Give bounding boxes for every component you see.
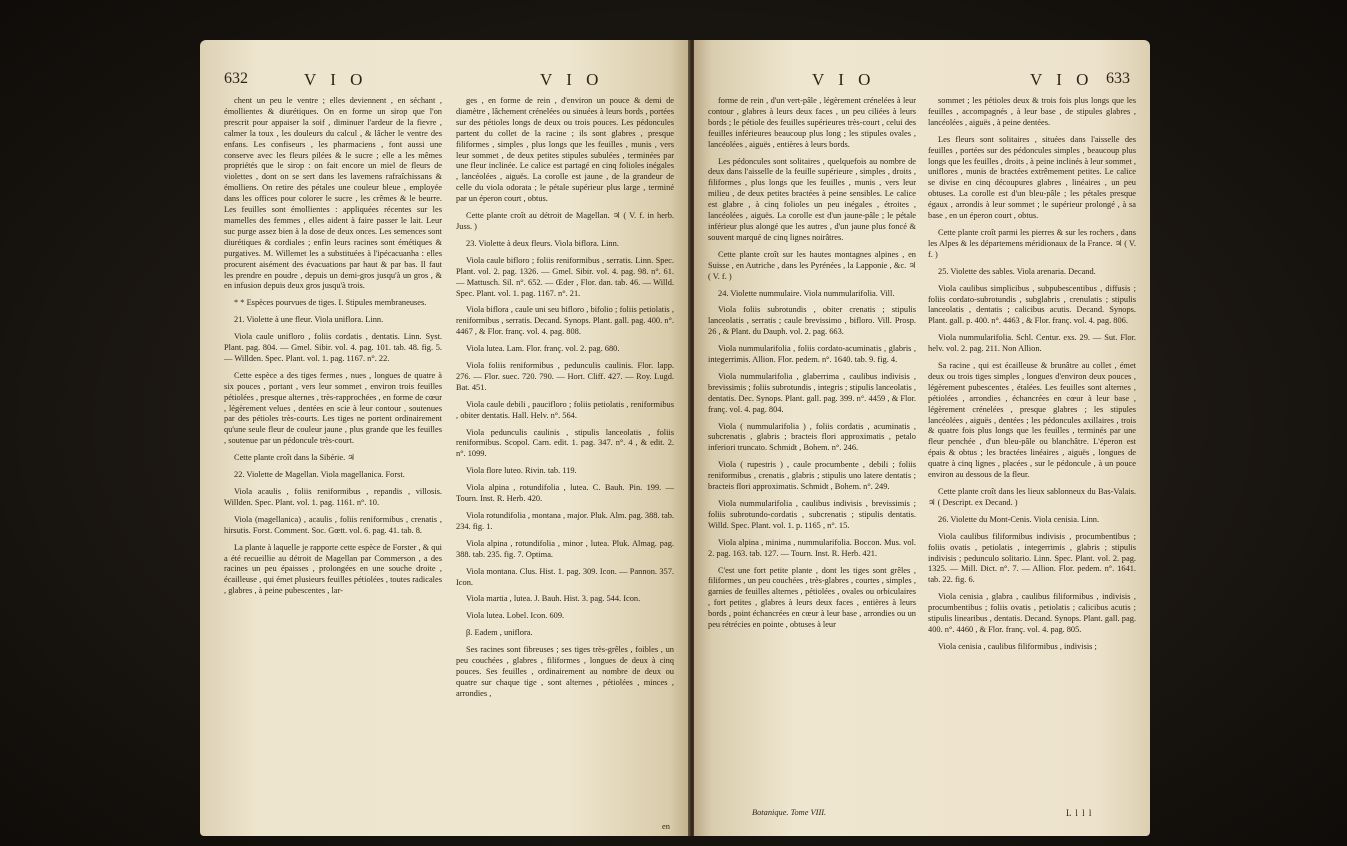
paragraph: Sa racine , qui est écailleuse & brunâtre au collet , émet deux ou trois tiges simples , longues d'environ deux pouces , légèrement pubescentes , étalées. Les feuilles sont alternes , pétiolées , arrondies , échancrées en cœur à leur base , légèrement crénelées , presque glabres ; les stipules lancéolées , aiguës , dentées ; les pédoncules axillaires , trois & quatre fois plus longs que les feuilles , terminés par une fleur penchée , d'un bleu-pâle ou blanchâtre. L'éperon est épais & obtus ; les bractées linéaires , aiguës , longues de quatre à cinq lignes , placées , sur le pédoncule , à un pouce environ au dessous de la fleur.: [928, 361, 1136, 480]
paragraph: chent un peu le ventre ; elles deviennent , en séchant , émollientes & diurétiques. On en forme un sirop que l'on prescrit pour appaiser la soif , diminuer l'ardeur de la fievre , calmer la toux , les douleurs du calcul , & lâcher le ventre des enfans. Les confiseurs , les pharmaciens , font aussi une conserve avec les fleurs pilées & le sucre ; elle a les mêmes propriétés que le sirop : on fait encore un miel de fleurs de violettes , dont on se sert dans les lavemens rafraîchissans & émolliens. On retire des pétales une couleur bleue , employée dans les offices pour colorer le sucre , les crêmes & le beurre. Les feuilles sont émollientes : appliquées récentes sur les mamelles des femmes , elles aident à faire passer le lait. Leur suc purge assez bien à la dose de deux onces. Les semences sont diurétiques & cordiales ; enfin leurs racines sont émétiques & purgatives. M. Willemet les a substituées à l'ipécacuanha : elles procurent aisément des évacuations par haut & par bas. Il faut les prendre en poudre , depuis un demi-gros jusqu'à un gros , & en infusion depuis deux gros jusqu'à trois.: [224, 96, 442, 291]
paragraph: Viola lutea. Lobel. Icon. 609.: [466, 611, 565, 621]
signature-mark: L l l l: [1066, 808, 1093, 818]
paragraph: Cette plante croît dans les lieux sablonneux du Bas-Valais. ♃ ( Descript. ex Decand. ): [928, 487, 1136, 507]
paragraph: Viola lutea. Lam. Flor. franç. vol. 2. pag. 680.: [466, 344, 620, 354]
paragraph: Ses racines sont fibreuses ; ses tiges très-grêles , foibles , un peu couchées , glabres , filiformes , longues de deux à cinq pouces. Ses feuilles , ordinairement au nombre de deux ou quatre sur chaque tige , sont alternes , pétiolées , minces , arrondies ,: [456, 645, 674, 698]
paragraph: Viola caule bifloro ; foliis reniformibus , serratis. Linn. Spec. Plant. vol. 2. pag. 1326. — Gmel. Sibir. vol. 4. pag. 98. n°. 61. — Mattusch. Sil. n°. 652. — Œder , Flor. dan. tab. 46. — Willd. Spec. Plant. vol. 1. pag. 1167. n°. 21.: [456, 255, 674, 298]
text-column: [224, 96, 442, 820]
paragraph: Viola acaulis , foliis reniformibus , repandis , villosis. Willden. Spec. Plant. vol. 1. pag. 1161. n°. 10.: [224, 487, 442, 507]
paragraph: Cette plante croît sur les hautes montagnes alpines , en Suisse , en Autriche , dans les Pyrénées , la Lapponie , &c. ♃ ( V. f. ): [708, 249, 916, 281]
paragraph: Viola caulibus filiformibus indivisis , procumbentibus ; foliis ovatis , petiolatis , integerrimis , glabris ; stipulis indivisis ; pedunculo solitario. Linn. Spec. Plant. vol. 2. pag. 1325. — Mill. Dict. n°. 7. — Allion. Flor. pedem. n°. 1641. tab. 22. fig. 6.: [928, 531, 1136, 585]
paragraph: 23. Violette à deux fleurs. Viola biflora. Linn.: [466, 238, 619, 248]
paragraph: * * Espèces pourvues de tiges. I. Stipules membraneuses.: [234, 298, 427, 308]
paragraph: Viola ( rupestris ) , caule procumbente , debili ; foliis reniformibus , crenatis , glabris ; stipulis uno latere dentatis ; bracteis flori approximatis. Schmidt , Bohem. n°. 249.: [708, 460, 916, 492]
paragraph: Viola nummularifolia , glaberrima , caulibus indivisis , brevissimis ; foliis subrotundis , integris ; stipulis lanceolatis , dentatis. Dec. Synops. Plant. gall. pag. 399. n°. 4459 , & Flor. franç. vol. 4. pag. 804.: [708, 371, 916, 414]
paragraph: Viola alpina , rotundifolia , lutea. C. Bauh. Pin. 199. — Tourn. Inst. R. Herb. 420.: [456, 483, 674, 504]
paragraph: Viola flore luteo. Rivin. tab. 119.: [466, 466, 577, 476]
running-header: V I O: [812, 70, 876, 89]
paragraph: Viola alpina , rotundifolia , minor , lutea. Pluk. Almag. pag. 388. tab. 235. fig. 7. Optima.: [456, 538, 674, 559]
paragraph: Viola caule debili , paucifloro ; foliis petiolatis , reniformibus , obiter dentatis. Hall. Helv. n°. 564.: [456, 399, 674, 420]
running-header: V I O: [540, 70, 604, 89]
paragraph: ges , en forme de rein , d'environ un pouce & demi de diamètre , lâchement crénelées ou sinuées à leurs bords , portées sur des pétioles longs de deux ou trois pouces. Les pédoncules partent du collet de la racine ; ils sont glabres , presque filiformes , simples , plus longs que les feuilles , munis , vers leur sommet , de deux petites stipules subulées , terminées par une fleur inclinée. Le calice est partagé en cinq folioles inégales , lancéolées , aiguës. La corolle est jaune , de la grandeur de celle du viola odorata ; le pétale supérieur plus large , terminé par un éperon court , obtus.: [456, 96, 674, 204]
paragraph: sommet ; les pétioles deux & trois fois plus longs que les feuilles , accompagnés , à leur base , de stipules glabres , lancéolées , aiguës , à peine dentées.: [928, 96, 1136, 127]
paragraph: Cette plante croît au détroit de Magellan. ♃ ( V. f. in herb. Juss. ): [456, 211, 674, 231]
paragraph: Viola cenisia , caulibus filiformibus , indivisis ;: [938, 641, 1097, 651]
page-number-right: 633: [1106, 70, 1130, 87]
paragraph: forme de rein , d'un vert-pâle , légèrement crénelées à leur contour , glabres à leurs deux faces , un peu ciliées à leurs bords ; le pétiole des feuilles supérieures très-court , celui des feuilles inférieures beaucoup plus long ; les stipules ovales , lancéolées , aiguës , entières à leurs bords.: [708, 96, 916, 149]
paragraph: La plante à laquelle je rapporte cette espèce de Forster , & qui a été recueillie au détroit de Magellan par Commerson , a des racines un peu épaisses , prolongées en une souche droite , écailleuse , qui émet plusieurs feuilles pétiolées , toutes radicales , glabres , à peine pubescentes , lar-: [224, 542, 442, 596]
paragraph: Les pédoncules sont solitaires , quelquefois au nombre de deux dans l'aisselle de la feuille supérieure , simples , droits , filiformes , plus longs que les feuilles , munis , vers leur milieu , de deux petites bractées à peine sensibles. Le calice est glabre , à cinq folioles un peu inégales , étroites , lancéolées , aiguës. La corolle est d'un jaune-pâle ; le pétale inférieur plus alongé que les autres , d'un jaune plus foncé & souvent marqué de cinq lignes noirâtres.: [708, 156, 916, 242]
right-page: [694, 40, 1150, 836]
paragraph: Les fleurs sont solitaires , situées dans l'aisselle des feuilles , portées sur des pédoncules simples , beaucoup plus longs que les feuilles , droits , à peine inclinés à leur sommet , uniflores , munis de bractées extrêmement petites. Le calice se divise en cinq découpures glabres , linéaires , un peu obtuses. La corolle est d'un bleu-pâle ; les pétales presque égaux , arrondis à leur sommet ; le supérieur prolongé , à sa base , en un éperon court , obtus.: [928, 134, 1136, 221]
running-header: V I O: [304, 70, 368, 89]
running-header: V I O: [1030, 70, 1094, 89]
catchword: en: [662, 822, 670, 831]
text-column: [708, 96, 916, 796]
paragraph: Cette plante croît dans la Sibérie. ♃: [234, 453, 355, 463]
paragraph: Viola nummularifolia. Schl. Centur. exs. 29. — Sut. Flor. helv. vol. 2. pag. 211. Non Allion.: [928, 333, 1136, 354]
text-column: [928, 96, 1136, 796]
paragraph: 22. Violette de Magellan. Viola magellanica. Forst.: [234, 470, 405, 480]
paragraph: Viola cenisia , glabra , caulibus filiformibus , indivisis , procumbentibus ; foliis ovatis , petiolatis ; calicibus acutis ; stipulis linearibus , dentatis. Decand. Synops. Plant. gall. pag. 400. n°. 4460 , & Flor. franç. vol. 4. pag. 805.: [928, 592, 1136, 634]
paragraph: Viola (magellanica) , acaulis , foliis reniformibus , crenatis , hirsutis. Forst. Comment. Soc. Gœtt. vol. 6. pag. 41. tab. 8.: [224, 514, 442, 535]
paragraph: Viola pedunculis caulinis , stipulis lanceolatis , foliis reniformibus. Scopol. Carn. edit. 1. pag. 347. n°. 4 , & edit. 2. n°. 1099.: [456, 427, 674, 459]
paragraph: 21. Violette à une fleur. Viola uniflora. Linn.: [234, 315, 384, 325]
volume-footer: Botanique. Tome VIII.: [752, 808, 827, 817]
paragraph: Cette plante croît parmi les pierres & sur les rochers , dans les Alpes & les départemens méridionaux de la France. ♃ ( V. f. ): [928, 227, 1136, 259]
page-number-left: 632: [224, 70, 248, 87]
paragraph: Viola foliis subrotundis , obiter crenatis ; stipulis lanceolatis , serratis ; caule brevissimo , bifloro. Vill. Prosp. 26 , & Plant. du Dauph. vol. 2. pag. 663.: [708, 305, 916, 337]
paragraph: Viola caule unifloro , foliis cordatis , dentatis. Linn. Syst. Plant. pag. 804. — Gmel. Sibir. vol. 4. pag. 101. tab. 48. fig. 5. — Willden. Spec. Plant. vol. 1. pag. 1167. n°. 22.: [224, 332, 442, 363]
paragraph: Viola nummularifolia , foliis cordato-acuminatis , glabris , integerrimis. Allion. Flor. pedem. n°. 1640. tab. 9. fig. 4.: [708, 344, 916, 365]
paragraph: β. Eadem , uniflora.: [466, 628, 533, 638]
paragraph: Viola montana. Clus. Hist. 1. pag. 309. Icon. — Pannon. 357. Icon.: [456, 566, 674, 587]
paragraph: Viola alpina , minima , nummularifolia. Boccon. Mus. vol. 2. pag. 163. tab. 127. — Tourn. Inst. R. Herb. 421.: [708, 537, 916, 558]
paragraph: 25. Violette des sables. Viola arenaria. Decand.: [938, 266, 1096, 276]
paragraph: Viola caulibus simplicibus , subpubescentibus , diffusis ; foliis cordato-subrotundis , subglabris , crenulatis ; stipulis lanceolatis , dentatis ; calicibus acutis. Decand. Synops. Plant. gall. p. 400. n°. 4463 , & Flor. franç. vol. 4. pag. 806.: [928, 283, 1136, 326]
paragraph: Viola rotundifolia , montana , major. Pluk. Alm. pag. 388. tab. 234. fig. 1.: [456, 511, 674, 531]
left-page: [200, 40, 690, 836]
paragraph: Viola ( nummularifolia ) , foliis cordatis , acuminatis , subcrenatis , glabris ; bracteis flori approximatis , petalo inferiori truncato. Schmidt , Bohem. n°. 246.: [708, 421, 916, 453]
paragraph: 26. Violette du Mont-Cenis. Viola cenisia. Linn.: [938, 514, 1100, 524]
paragraph: Viola nummularifolia , caulibus indivisis , brevissimis ; foliis subrotundo-cordatis , subcrenatis ; stipulis dentatis. Willd. Spec. Plant. vol. 1. p. 1165 , n°. 15.: [708, 499, 916, 530]
paragraph: Viola foliis reniformibus , pedunculis caulinis. Flor. lapp. 276. — Flor. suec. 720. 790. — Hort. Cliff. 427. — Roy. Lugd. Bat. 451.: [456, 361, 674, 392]
paragraph: Cette espèce a des tiges fermes , nues , longues de quatre à six pouces , portant , vers leur sommet , environ trois feuilles pétiolées , presque alternes , très-rapprochées , en forme de cœur , légèrement velues , dentées en scie à leur contour , soutenues par des pétioles très-courts. Les tiges ne portent ordinairement qu'une seule fleur de couleur jaune , plus grande que les feuilles , soutenue par un pédoncule très-court.: [224, 370, 442, 446]
paragraph: Viola biflora , caule uni seu bifloro , bifolio ; foliis petiolatis , reniformibus , serratis. Decand. Synops. Plant. gall. pag. 400. n°. 4467 , & Flor. franç. vol. 4. pag. 808.: [456, 305, 674, 337]
paragraph: C'est une fort petite plante , dont les tiges sont grêles , filiformes , un peu couchées , très-glabres , courtes , simples , garnies de feuilles alternes , pétiolées , ovales ou orbiculaires , fort petites , glabres à leurs deux faces , entières à leurs bords , point échancrées en cœur à leur base , arrondies ou un peu rétrécies en pointe , obtuses à leur: [708, 565, 916, 630]
paragraph: 24. Violette nummulaire. Viola nummularifolia. Vill.: [718, 288, 895, 298]
paragraph: Viola martia , lutea. J. Bauh. Hist. 3. pag. 544. Icon.: [466, 594, 641, 604]
text-column: [456, 96, 674, 820]
